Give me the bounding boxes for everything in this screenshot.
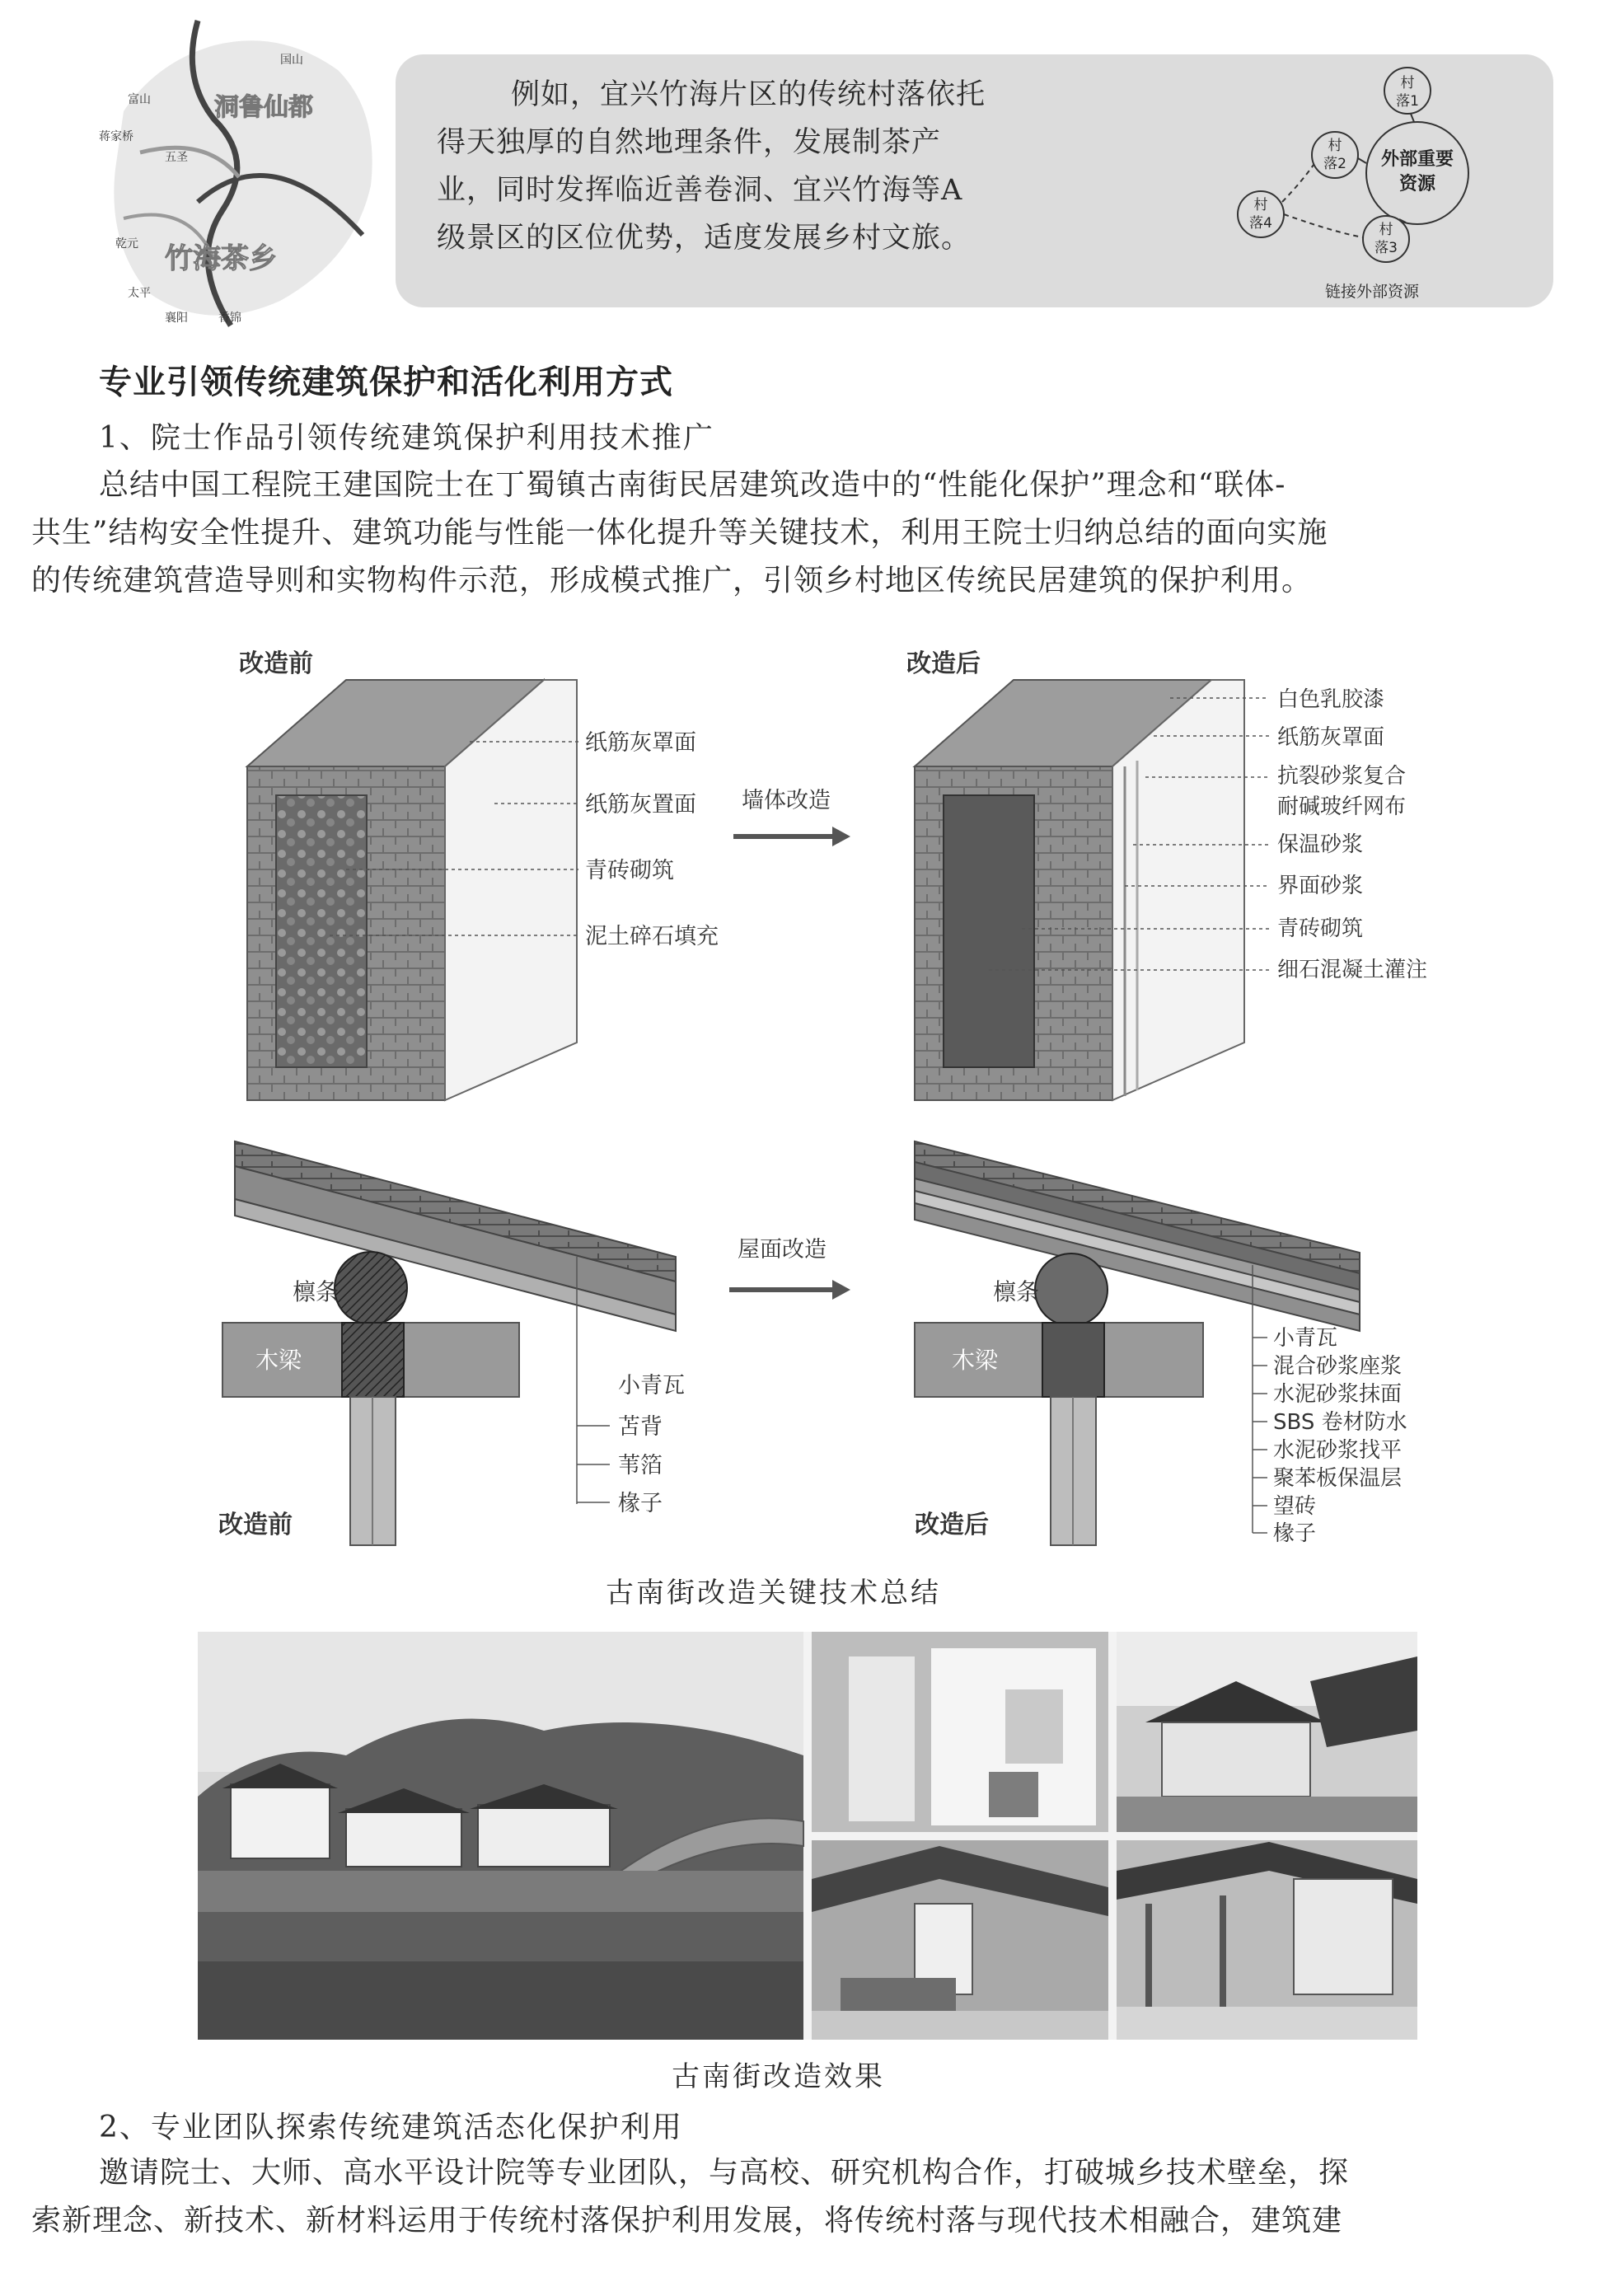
layer-label: 细石混凝土灌注 [1277,958,1428,982]
layer-label: 纸筋灰罩面 [585,730,696,756]
village-label: 村 [1379,222,1393,238]
paragraph-line: 索新理念、新技术、新材料运用于传统村落保护利用发展，将传统村落与现代技术相融合，建筑建 [31,2204,1343,2237]
layer-label: 纸筋灰置面 [585,792,696,818]
village-label: 村 [1328,138,1342,154]
map-label: 乾元 [115,237,138,251]
callout-line: 得天独厚的自然地理条件，发展制茶产 [437,126,942,159]
beam-label: 木梁 [255,1347,302,1374]
arrow-icon [733,827,850,846]
courtyard-photo [1117,1840,1417,2040]
layer-label: 苇箔 [618,1453,663,1478]
map-label: 竹海茶乡 [165,242,277,275]
interior-photo [812,1632,1108,1832]
layer-label: 聚苯板保温层 [1273,1466,1403,1491]
layer-label: 泥土碎石填充 [585,924,719,949]
layer-label: 椽子 [618,1491,663,1516]
layer-label: 水泥砂浆找平 [1273,1438,1403,1463]
roof-arrow-label: 屋面改造 [738,1237,827,1263]
roof-before-section [222,1141,676,1545]
photo-caption: 古南街改造效果 [672,2060,885,2093]
layer-label: SBS 卷材防水 [1273,1410,1407,1435]
diagram-caption: 链接外部资源 [1324,283,1420,301]
callout-line: 例如，宜兴竹海片区的传统村落依托 [511,78,986,111]
layer-label: 混合砂浆座浆 [1273,1354,1403,1379]
layer-label: 水泥砂浆抹面 [1273,1382,1403,1407]
wall-before-title: 改造前 [239,649,313,678]
beam-label: 木梁 [952,1347,999,1374]
subsection-title: 1、院士作品引领传统建筑保护利用技术推广 [99,421,714,455]
map-label: 五圣 [165,151,188,164]
map-label: 襄阳 [165,312,188,325]
layer-label: 抗裂砂浆复合 [1277,764,1407,789]
village-label: 村 [1400,75,1415,91]
arrow-icon [729,1280,850,1300]
layer-label: 保温砂浆 [1277,832,1364,857]
layer-label: 纸筋灰罩面 [1277,725,1385,750]
resource-link-diagram [1211,58,1524,305]
wall-after-title: 改造后 [906,649,981,678]
layer-label: 界面砂浆 [1277,874,1364,898]
map-label: 香锦 [218,312,241,325]
wall-arrow-label: 墙体改造 [742,788,831,813]
layer-label: 白色乳胶漆 [1277,687,1385,712]
layer-label: 耐碱玻纤网布 [1277,794,1407,819]
paragraph-line: 共生”结构安全性提升、建筑功能与性能一体化提升等关键技术，利用王院士归纳总结的面向实施 [31,516,1328,550]
paragraph-line: 邀请院士、大师、高水平设计院等专业团队，与高校、研究机构合作，打破城乡技术壁垒，探 [99,2156,1350,2190]
wall-after-section [915,680,1244,1100]
renovation-technique-figure [198,630,1434,1553]
layer-label: 青砖砌筑 [1277,916,1364,941]
layer-label: 望砖 [1273,1494,1317,1519]
paragraph-line: 总结中国工程院王建国院士在丁蜀镇古南街民居建筑改造中的“性能化保护”理念和“联体- [99,468,1286,502]
pavilion-photo [1117,1632,1417,1832]
paragraph [31,462,1581,605]
map-label: 蒋家桥 [99,130,133,143]
callout-line: 业，同时发挥临近善卷洞、宜兴竹海等A [437,174,963,207]
paragraph [31,2149,1581,2245]
layer-label: 椽子 [1273,1521,1317,1546]
renovation-photo-collage [198,1632,1417,2040]
layer-label: 小青瓦 [1273,1326,1338,1351]
wall-before-section [247,680,577,1100]
callout-line: 级景区的区位优势，适度发展乡村文旅。 [437,222,972,255]
section-heading: 专业引领传统建筑保护和活化利用方式 [99,363,673,401]
center-label: 外部重要 [1380,149,1454,170]
corridor-photo [812,1840,1108,2040]
callout-paragraph [437,71,1129,262]
village-label: 落2 [1323,156,1346,172]
area-map [91,12,396,342]
map-label: 国山 [280,54,303,67]
paragraph-line: 的传统建筑营造导则和实物构件示范，形成模式推广，引领乡村地区传统民居建筑的保护利用。 [31,564,1313,597]
center-label: 资源 [1398,174,1436,194]
layer-label: 小青瓦 [618,1373,685,1399]
center-node [1366,122,1468,224]
layer-label: 青砖砌筑 [585,858,674,883]
roof-after-title: 改造后 [915,1511,989,1539]
village-label: 村 [1253,197,1268,213]
village-label: 落3 [1375,240,1398,256]
village-label: 落1 [1396,93,1419,110]
map-label: 太平 [128,287,151,300]
map-label: 洞鲁仙都 [214,93,313,122]
purlin-label: 檩条 [993,1278,1040,1305]
layer-label: 苫背 [618,1414,663,1440]
purlin-label: 檩条 [293,1278,340,1305]
figure-caption: 古南街改造关键技术总结 [606,1577,941,1610]
map-label: 富山 [128,93,151,106]
street-photo [198,1632,803,2040]
subsection-title: 2、专业团队探索传统建筑活态化保护利用 [99,2111,683,2144]
village-label: 落4 [1249,215,1272,232]
roof-before-title: 改造前 [218,1511,293,1539]
